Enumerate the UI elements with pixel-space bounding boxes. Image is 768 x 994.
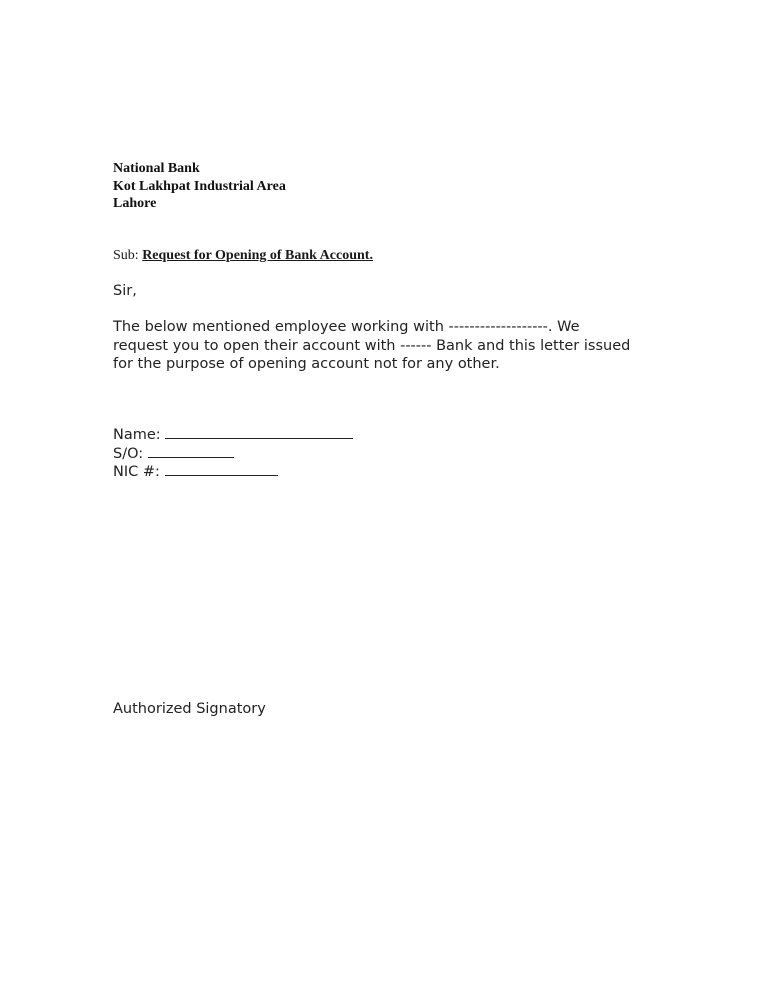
name-label: Name:: [113, 427, 161, 443]
so-label: S/O:: [113, 445, 144, 462]
name-field-row: [113, 426, 353, 445]
address-line-bank: National Bank: [113, 161, 200, 176]
so-field-row: [113, 445, 353, 464]
authorized-signatory: Authorized Signatory: [113, 701, 266, 717]
paragraph-line-2: request you to open their account with ------ Bank and this letter issued: [113, 337, 631, 354]
paragraph-line-3: for the purpose of opening account not for any other.: [113, 356, 500, 372]
nic-field-row: [113, 463, 353, 482]
subject-prefix: Sub:: [113, 248, 139, 263]
nic-blank-line: [165, 463, 278, 476]
subject-text: Request for Opening of Bank Account.: [142, 248, 373, 263]
paragraph-line-1: The below mentioned employee working with -------------------. We: [113, 319, 580, 335]
employee-fields: [113, 426, 353, 482]
so-blank-line: [148, 445, 234, 458]
address-line-area: Kot Lakhpat Industrial Area: [113, 178, 286, 194]
body-paragraph: [113, 318, 673, 374]
subject-line: [113, 247, 373, 264]
name-blank-line: [165, 426, 353, 439]
recipient-address: [113, 160, 286, 213]
salutation: Sir,: [113, 283, 137, 299]
nic-label: NIC #:: [113, 464, 160, 480]
address-line-city: Lahore: [113, 196, 157, 211]
